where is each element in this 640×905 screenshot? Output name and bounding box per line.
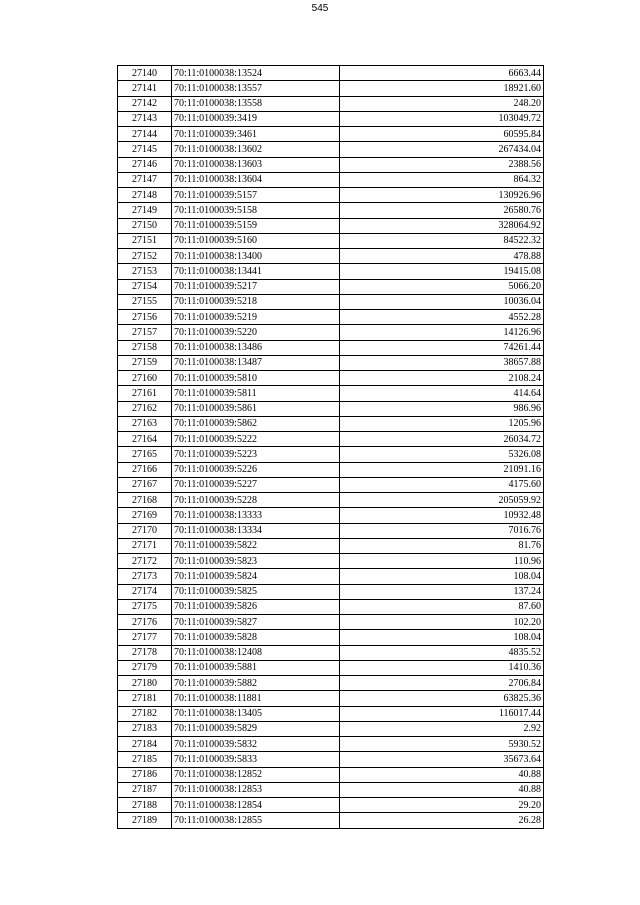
value-cell: 84522.32 xyxy=(340,233,544,248)
value-cell: 19415.08 xyxy=(340,264,544,279)
table-row xyxy=(118,249,544,264)
cadastral-number-cell: 70:11:0100038:11881 xyxy=(172,691,340,706)
row-number-cell: 27188 xyxy=(118,798,172,813)
cadastral-number-cell: 70:11:0100038:12853 xyxy=(172,782,340,797)
cadastral-number-cell: 70:11:0100038:13557 xyxy=(172,81,340,96)
table-row xyxy=(118,264,544,279)
value-cell: 986.96 xyxy=(340,401,544,416)
row-number-cell: 27162 xyxy=(118,401,172,416)
table-row xyxy=(118,462,544,477)
table-row xyxy=(118,203,544,218)
table-row xyxy=(118,813,544,828)
cadastral-number-cell: 70:11:0100039:5223 xyxy=(172,447,340,462)
row-number-cell: 27161 xyxy=(118,386,172,401)
cadastral-number-cell: 70:11:0100039:5828 xyxy=(172,630,340,645)
cadastral-number-cell: 70:11:0100039:5217 xyxy=(172,279,340,294)
value-cell: 248.20 xyxy=(340,96,544,111)
value-cell: 4552.28 xyxy=(340,310,544,325)
table-row xyxy=(118,782,544,797)
cadastral-number-cell: 70:11:0100038:12854 xyxy=(172,798,340,813)
row-number-cell: 27147 xyxy=(118,172,172,187)
row-number-cell: 27159 xyxy=(118,355,172,370)
table-row xyxy=(118,355,544,370)
row-number-cell: 27165 xyxy=(118,447,172,462)
row-number-cell: 27146 xyxy=(118,157,172,172)
table-row xyxy=(118,752,544,767)
row-number-cell: 27144 xyxy=(118,127,172,142)
value-cell: 5066.20 xyxy=(340,279,544,294)
value-cell: 1205.96 xyxy=(340,416,544,431)
cadastral-number-cell: 70:11:0100039:5822 xyxy=(172,538,340,553)
cadastral-number-cell: 70:11:0100039:5826 xyxy=(172,599,340,614)
cadastral-number-cell: 70:11:0100038:13603 xyxy=(172,157,340,172)
row-number-cell: 27187 xyxy=(118,782,172,797)
value-cell: 2.92 xyxy=(340,721,544,736)
value-cell: 18921.60 xyxy=(340,81,544,96)
table-row xyxy=(118,127,544,142)
table-row xyxy=(118,142,544,157)
cadastral-number-cell: 70:11:0100039:5158 xyxy=(172,203,340,218)
value-cell: 130926.96 xyxy=(340,188,544,203)
table-row xyxy=(118,401,544,416)
table-row xyxy=(118,660,544,675)
value-cell: 60595.84 xyxy=(340,127,544,142)
value-cell: 2388.56 xyxy=(340,157,544,172)
row-number-cell: 27170 xyxy=(118,523,172,538)
row-number-cell: 27151 xyxy=(118,233,172,248)
row-number-cell: 27182 xyxy=(118,706,172,721)
row-number-cell: 27160 xyxy=(118,371,172,386)
cadastral-number-cell: 70:11:0100039:5157 xyxy=(172,188,340,203)
value-cell: 2108.24 xyxy=(340,371,544,386)
table-row xyxy=(118,798,544,813)
cadastral-number-cell: 70:11:0100038:12855 xyxy=(172,813,340,828)
table-row xyxy=(118,218,544,233)
cadastral-number-cell: 70:11:0100038:12852 xyxy=(172,767,340,782)
table-row xyxy=(118,447,544,462)
value-cell: 26580.76 xyxy=(340,203,544,218)
cadastral-number-cell: 70:11:0100038:12408 xyxy=(172,645,340,660)
table-row xyxy=(118,615,544,630)
cadastral-number-cell: 70:11:0100038:13558 xyxy=(172,96,340,111)
cadastral-number-cell: 70:11:0100039:5833 xyxy=(172,752,340,767)
table-row xyxy=(118,706,544,721)
table-row xyxy=(118,111,544,126)
table-row xyxy=(118,538,544,553)
value-cell: 63825.36 xyxy=(340,691,544,706)
row-number-cell: 27154 xyxy=(118,279,172,294)
value-cell: 2706.84 xyxy=(340,676,544,691)
cadastral-number-cell: 70:11:0100039:3461 xyxy=(172,127,340,142)
cadastral-number-cell: 70:11:0100039:5220 xyxy=(172,325,340,340)
table-body xyxy=(118,66,544,829)
value-cell: 29.20 xyxy=(340,798,544,813)
table-row xyxy=(118,432,544,447)
cadastral-number-cell: 70:11:0100039:5219 xyxy=(172,310,340,325)
table-row xyxy=(118,66,544,81)
table-row xyxy=(118,493,544,508)
cadastral-number-cell: 70:11:0100038:13487 xyxy=(172,355,340,370)
table-row xyxy=(118,691,544,706)
value-cell: 14126.96 xyxy=(340,325,544,340)
row-number-cell: 27184 xyxy=(118,737,172,752)
value-cell: 87.60 xyxy=(340,599,544,614)
cadastral-number-cell: 70:11:0100039:5226 xyxy=(172,462,340,477)
row-number-cell: 27145 xyxy=(118,142,172,157)
value-cell: 864.32 xyxy=(340,172,544,187)
value-cell: 4835.52 xyxy=(340,645,544,660)
value-cell: 108.04 xyxy=(340,569,544,584)
cadastral-number-cell: 70:11:0100038:13405 xyxy=(172,706,340,721)
cadastral-number-cell: 70:11:0100039:5227 xyxy=(172,477,340,492)
row-number-cell: 27150 xyxy=(118,218,172,233)
table-row xyxy=(118,172,544,187)
value-cell: 35673.64 xyxy=(340,752,544,767)
table-row xyxy=(118,386,544,401)
value-cell: 40.88 xyxy=(340,782,544,797)
cadastral-number-cell: 70:11:0100039:5827 xyxy=(172,615,340,630)
cadastral-number-cell: 70:11:0100038:13604 xyxy=(172,172,340,187)
row-number-cell: 27180 xyxy=(118,676,172,691)
row-number-cell: 27152 xyxy=(118,249,172,264)
table-row xyxy=(118,645,544,660)
value-cell: 267434.04 xyxy=(340,142,544,157)
cadastral-number-cell: 70:11:0100039:3419 xyxy=(172,111,340,126)
cadastral-number-cell: 70:11:0100038:13333 xyxy=(172,508,340,523)
cadastral-number-cell: 70:11:0100039:5832 xyxy=(172,737,340,752)
row-number-cell: 27185 xyxy=(118,752,172,767)
cadastral-number-cell: 70:11:0100039:5862 xyxy=(172,416,340,431)
cadastral-number-cell: 70:11:0100039:5222 xyxy=(172,432,340,447)
table-row xyxy=(118,157,544,172)
row-number-cell: 27164 xyxy=(118,432,172,447)
table-row xyxy=(118,508,544,523)
cadastral-number-cell: 70:11:0100039:5881 xyxy=(172,660,340,675)
cadastral-number-cell: 70:11:0100039:5824 xyxy=(172,569,340,584)
row-number-cell: 27155 xyxy=(118,294,172,309)
value-cell: 102.20 xyxy=(340,615,544,630)
value-cell: 7016.76 xyxy=(340,523,544,538)
table-row xyxy=(118,233,544,248)
row-number-cell: 27156 xyxy=(118,310,172,325)
row-number-cell: 27140 xyxy=(118,66,172,81)
table-row xyxy=(118,279,544,294)
table-row xyxy=(118,676,544,691)
value-cell: 26034.72 xyxy=(340,432,544,447)
value-cell: 137.24 xyxy=(340,584,544,599)
table-row xyxy=(118,188,544,203)
value-cell: 6663.44 xyxy=(340,66,544,81)
cadastral-number-cell: 70:11:0100039:5811 xyxy=(172,386,340,401)
row-number-cell: 27183 xyxy=(118,721,172,736)
row-number-cell: 27181 xyxy=(118,691,172,706)
cadastral-number-cell: 70:11:0100038:13524 xyxy=(172,66,340,81)
cadastral-number-cell: 70:11:0100039:5861 xyxy=(172,401,340,416)
table-row xyxy=(118,584,544,599)
row-number-cell: 27179 xyxy=(118,660,172,675)
cadastral-number-cell: 70:11:0100039:5882 xyxy=(172,676,340,691)
row-number-cell: 27158 xyxy=(118,340,172,355)
row-number-cell: 27177 xyxy=(118,630,172,645)
cadastral-number-cell: 70:11:0100039:5228 xyxy=(172,493,340,508)
cadastral-number-cell: 70:11:0100039:5829 xyxy=(172,721,340,736)
table-row xyxy=(118,310,544,325)
value-cell: 5326.08 xyxy=(340,447,544,462)
table-row xyxy=(118,81,544,96)
table-row xyxy=(118,721,544,736)
value-cell: 1410.36 xyxy=(340,660,544,675)
value-cell: 10036.04 xyxy=(340,294,544,309)
table-row xyxy=(118,477,544,492)
row-number-cell: 27163 xyxy=(118,416,172,431)
row-number-cell: 27172 xyxy=(118,554,172,569)
row-number-cell: 27141 xyxy=(118,81,172,96)
row-number-cell: 27167 xyxy=(118,477,172,492)
table-row xyxy=(118,340,544,355)
value-cell: 205059.92 xyxy=(340,493,544,508)
row-number-cell: 27153 xyxy=(118,264,172,279)
row-number-cell: 27173 xyxy=(118,569,172,584)
value-cell: 26.28 xyxy=(340,813,544,828)
cadastral-number-cell: 70:11:0100039:5160 xyxy=(172,233,340,248)
table-row xyxy=(118,96,544,111)
table-row xyxy=(118,371,544,386)
cadastral-number-cell: 70:11:0100039:5218 xyxy=(172,294,340,309)
value-cell: 40.88 xyxy=(340,767,544,782)
table-row xyxy=(118,767,544,782)
row-number-cell: 27174 xyxy=(118,584,172,599)
row-number-cell: 27148 xyxy=(118,188,172,203)
row-number-cell: 27157 xyxy=(118,325,172,340)
value-cell: 103049.72 xyxy=(340,111,544,126)
value-cell: 116017.44 xyxy=(340,706,544,721)
table-row xyxy=(118,554,544,569)
row-number-cell: 27171 xyxy=(118,538,172,553)
row-number-cell: 27142 xyxy=(118,96,172,111)
cadastral-number-cell: 70:11:0100039:5823 xyxy=(172,554,340,569)
cadastral-number-cell: 70:11:0100038:13486 xyxy=(172,340,340,355)
table-row xyxy=(118,599,544,614)
value-cell: 4175.60 xyxy=(340,477,544,492)
row-number-cell: 27149 xyxy=(118,203,172,218)
cadastral-number-cell: 70:11:0100038:13441 xyxy=(172,264,340,279)
table-row xyxy=(118,416,544,431)
cadastral-number-cell: 70:11:0100039:5159 xyxy=(172,218,340,233)
value-cell: 478.88 xyxy=(340,249,544,264)
cadastral-number-cell: 70:11:0100038:13400 xyxy=(172,249,340,264)
row-number-cell: 27169 xyxy=(118,508,172,523)
table-row xyxy=(118,325,544,340)
table-row xyxy=(118,294,544,309)
cadastral-number-cell: 70:11:0100038:13334 xyxy=(172,523,340,538)
value-cell: 110.96 xyxy=(340,554,544,569)
value-cell: 108.04 xyxy=(340,630,544,645)
data-table xyxy=(117,65,544,829)
page-number: 545 xyxy=(311,3,329,14)
value-cell: 74261.44 xyxy=(340,340,544,355)
row-number-cell: 27178 xyxy=(118,645,172,660)
value-cell: 10932.48 xyxy=(340,508,544,523)
table-row xyxy=(118,630,544,645)
value-cell: 328064.92 xyxy=(340,218,544,233)
value-cell: 38657.88 xyxy=(340,355,544,370)
table-row xyxy=(118,523,544,538)
row-number-cell: 27176 xyxy=(118,615,172,630)
cadastral-number-cell: 70:11:0100039:5810 xyxy=(172,371,340,386)
row-number-cell: 27166 xyxy=(118,462,172,477)
table-row xyxy=(118,569,544,584)
value-cell: 81.76 xyxy=(340,538,544,553)
value-cell: 21091.16 xyxy=(340,462,544,477)
value-cell: 414.64 xyxy=(340,386,544,401)
value-cell: 5930.52 xyxy=(340,737,544,752)
cadastral-number-cell: 70:11:0100039:5825 xyxy=(172,584,340,599)
cadastral-number-cell: 70:11:0100038:13602 xyxy=(172,142,340,157)
row-number-cell: 27186 xyxy=(118,767,172,782)
row-number-cell: 27143 xyxy=(118,111,172,126)
row-number-cell: 27168 xyxy=(118,493,172,508)
row-number-cell: 27189 xyxy=(118,813,172,828)
row-number-cell: 27175 xyxy=(118,599,172,614)
table-row xyxy=(118,737,544,752)
